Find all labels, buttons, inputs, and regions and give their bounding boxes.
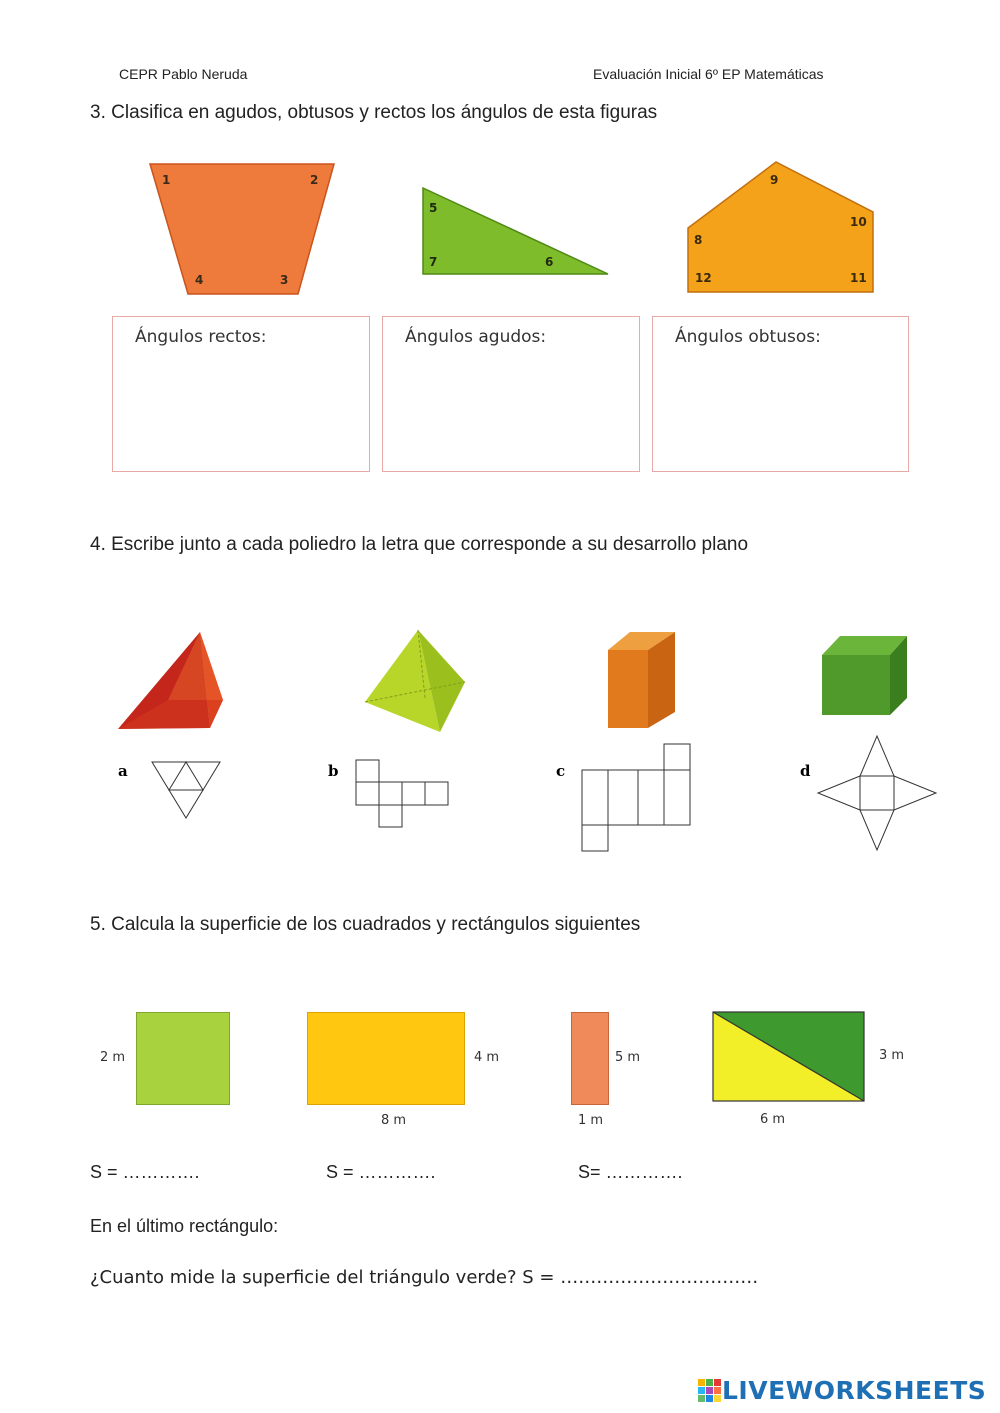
net-letter-d: d [800, 762, 811, 780]
rectangle-8x4-side-label: 4 m [474, 1050, 500, 1065]
angle-label-2: 2 [310, 173, 319, 187]
rectangle-8x4 [307, 1012, 465, 1105]
box-obtuse-angles[interactable] [652, 316, 909, 472]
net-d-pyramid [818, 736, 936, 850]
angle-label-3: 3 [280, 273, 289, 287]
rectangle-6x3-split [712, 1011, 866, 1103]
answer-square[interactable]: S = …………. [90, 1162, 200, 1182]
angle-label-5: 5 [429, 201, 438, 215]
question-5-text: 5. Calcula la superficie de los cuadrados y rectángulos siguientes [90, 914, 641, 935]
angle-label-9: 9 [770, 173, 779, 187]
net-a-tetrahedron [152, 762, 220, 818]
question-3-text: 3. Clasifica en agudos, obtusos y rectos los ángulos de esta figuras [90, 102, 658, 123]
net-b-cube [356, 760, 448, 827]
logo-blocks-icon [698, 1379, 722, 1403]
net-c-prism [582, 744, 690, 851]
net-letter-c: c [556, 762, 566, 780]
document-title: Evaluación Inicial 6º EP Matemáticas [593, 66, 824, 82]
logo-brand-text: LIVEWORKSHEETS [722, 1376, 987, 1405]
triangle-figure [423, 188, 608, 274]
box-right-angles[interactable] [112, 316, 370, 472]
answer-rectangle-8x4[interactable]: S = …………. [326, 1162, 436, 1182]
rectangle-1x5-side-label: 5 m [615, 1050, 641, 1065]
box-acute-angles-label: Ángulos agudos: [405, 327, 547, 347]
rectangular-prism-solid [608, 632, 675, 728]
liveworksheets-logo [698, 1376, 986, 1405]
rectangle-8x4-bottom-label: 8 m [381, 1113, 407, 1128]
angle-label-7: 7 [429, 255, 438, 269]
box-right-angles-label: Ángulos rectos: [135, 327, 267, 347]
angle-label-4: 4 [195, 273, 204, 287]
rectangle-1x5-bottom-label: 1 m [578, 1113, 604, 1128]
question-4-text: 4. Escribe junto a cada poliedro la letra que corresponde a su desarrollo plano [90, 534, 749, 555]
rectangle-6x3-side-label: 3 m [879, 1048, 905, 1063]
angle-label-11: 11 [850, 271, 867, 285]
square-2m [136, 1012, 230, 1105]
school-name: CEPR Pablo Neruda [119, 66, 248, 82]
rectangle-1x5 [571, 1012, 609, 1105]
box-obtuse-angles-label: Ángulos obtusos: [675, 327, 821, 347]
angle-label-8: 8 [694, 233, 703, 247]
square-side-label: 2 m [100, 1050, 126, 1065]
angle-label-10: 10 [850, 215, 867, 229]
box-acute-angles[interactable] [382, 316, 640, 472]
angle-figures [90, 150, 920, 310]
square-pyramid-solid [118, 632, 223, 729]
rectangle-6x3-bottom-label: 6 m [760, 1112, 786, 1127]
pentagon-figure [688, 162, 873, 292]
angle-label-6: 6 [545, 255, 554, 269]
net-letter-a: a [118, 762, 128, 780]
last-rectangle-intro: En el último rectángulo: [90, 1216, 279, 1236]
polyhedra-figures [100, 620, 950, 860]
net-letter-b: b [328, 762, 339, 780]
trapezoid-figure [150, 164, 334, 294]
answer-rectangle-1x5[interactable]: S= …………. [578, 1162, 683, 1182]
angle-label-1: 1 [162, 173, 171, 187]
green-triangle-question[interactable]: ¿Cuanto mide la superficie del triángulo verde? S = …………………………… [90, 1267, 759, 1288]
cube-solid [822, 636, 907, 715]
angle-label-12: 12 [695, 271, 712, 285]
tetrahedron-solid [365, 630, 465, 732]
